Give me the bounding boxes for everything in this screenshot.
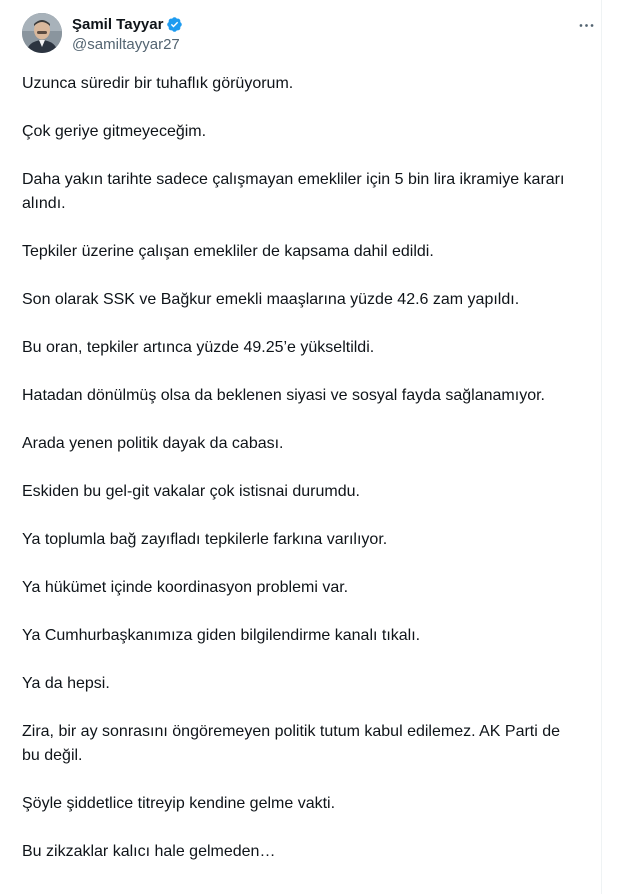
avatar[interactable] xyxy=(22,13,62,53)
tweet-paragraph: Arada yenen politik dayak da cabası. xyxy=(22,435,284,452)
tweet-paragraph: Ya da hepsi. xyxy=(22,675,110,692)
tweet-paragraph: Son olarak SSK ve Bağkur emekli maaşlarına yüzde 42.6 zam yapıldı. xyxy=(22,291,520,308)
display-name-row xyxy=(72,15,183,34)
tweet-paragraph: Daha yakın tarihte sadece çalışmayan emekliler için 5 bin lira ikramiye kararı alındı. xyxy=(22,171,565,212)
verified-badge-icon xyxy=(166,16,183,33)
tweet-paragraph: Hatadan dönülmüş olsa da beklenen siyasi ve sosyal fayda sağlanamıyor. xyxy=(22,387,545,404)
tweet-paragraph: Ya Cumhurbaşkanımıza giden bilgilendirme kanalı tıkalı. xyxy=(22,627,421,644)
author-names xyxy=(72,15,183,54)
tweet-paragraph: Ya hükümet içinde koordinasyon problemi var. xyxy=(22,579,349,596)
more-options-button[interactable] xyxy=(576,15,596,35)
avatar-image xyxy=(22,13,62,53)
tweet-paragraph: Ya toplumla bağ zayıfladı tepkilerle farkına varılıyor. xyxy=(22,531,388,548)
tweet-paragraph: Bu zikzaklar kalıcı hale gelmeden… xyxy=(22,843,276,860)
author-handle[interactable]: @samiltayyar27 xyxy=(72,36,180,53)
tweet-paragraph: Zira, bir ay sonrasını öngöremeyen politik tutum kabul edilemez. AK Parti de bu değil. xyxy=(22,723,561,764)
tweet-paragraph: Tepkiler üzerine çalışan emekliler de kapsama dahil edildi. xyxy=(22,243,434,260)
display-name[interactable]: Şamil Tayyar xyxy=(72,16,164,33)
tweet-paragraph: Şöyle şiddetlice titreyip kendine gelme vakti. xyxy=(22,795,336,812)
tweet-header xyxy=(22,13,598,57)
more-horizontal-icon xyxy=(577,16,596,35)
tweet-paragraph: Uzunca süredir bir tuhaflık görüyorum. xyxy=(22,75,294,92)
tweet-text xyxy=(22,72,582,888)
tweet-card xyxy=(2,0,602,894)
tweet-paragraph: Çok geriye gitmeyeceğim. xyxy=(22,123,207,140)
tweet-paragraph: Bu oran, tepkiler artınca yüzde 49.25’e yükseltildi. xyxy=(22,339,375,356)
tweet-paragraph: Eskiden bu gel-git vakalar çok istisnai durumdu. xyxy=(22,483,360,500)
